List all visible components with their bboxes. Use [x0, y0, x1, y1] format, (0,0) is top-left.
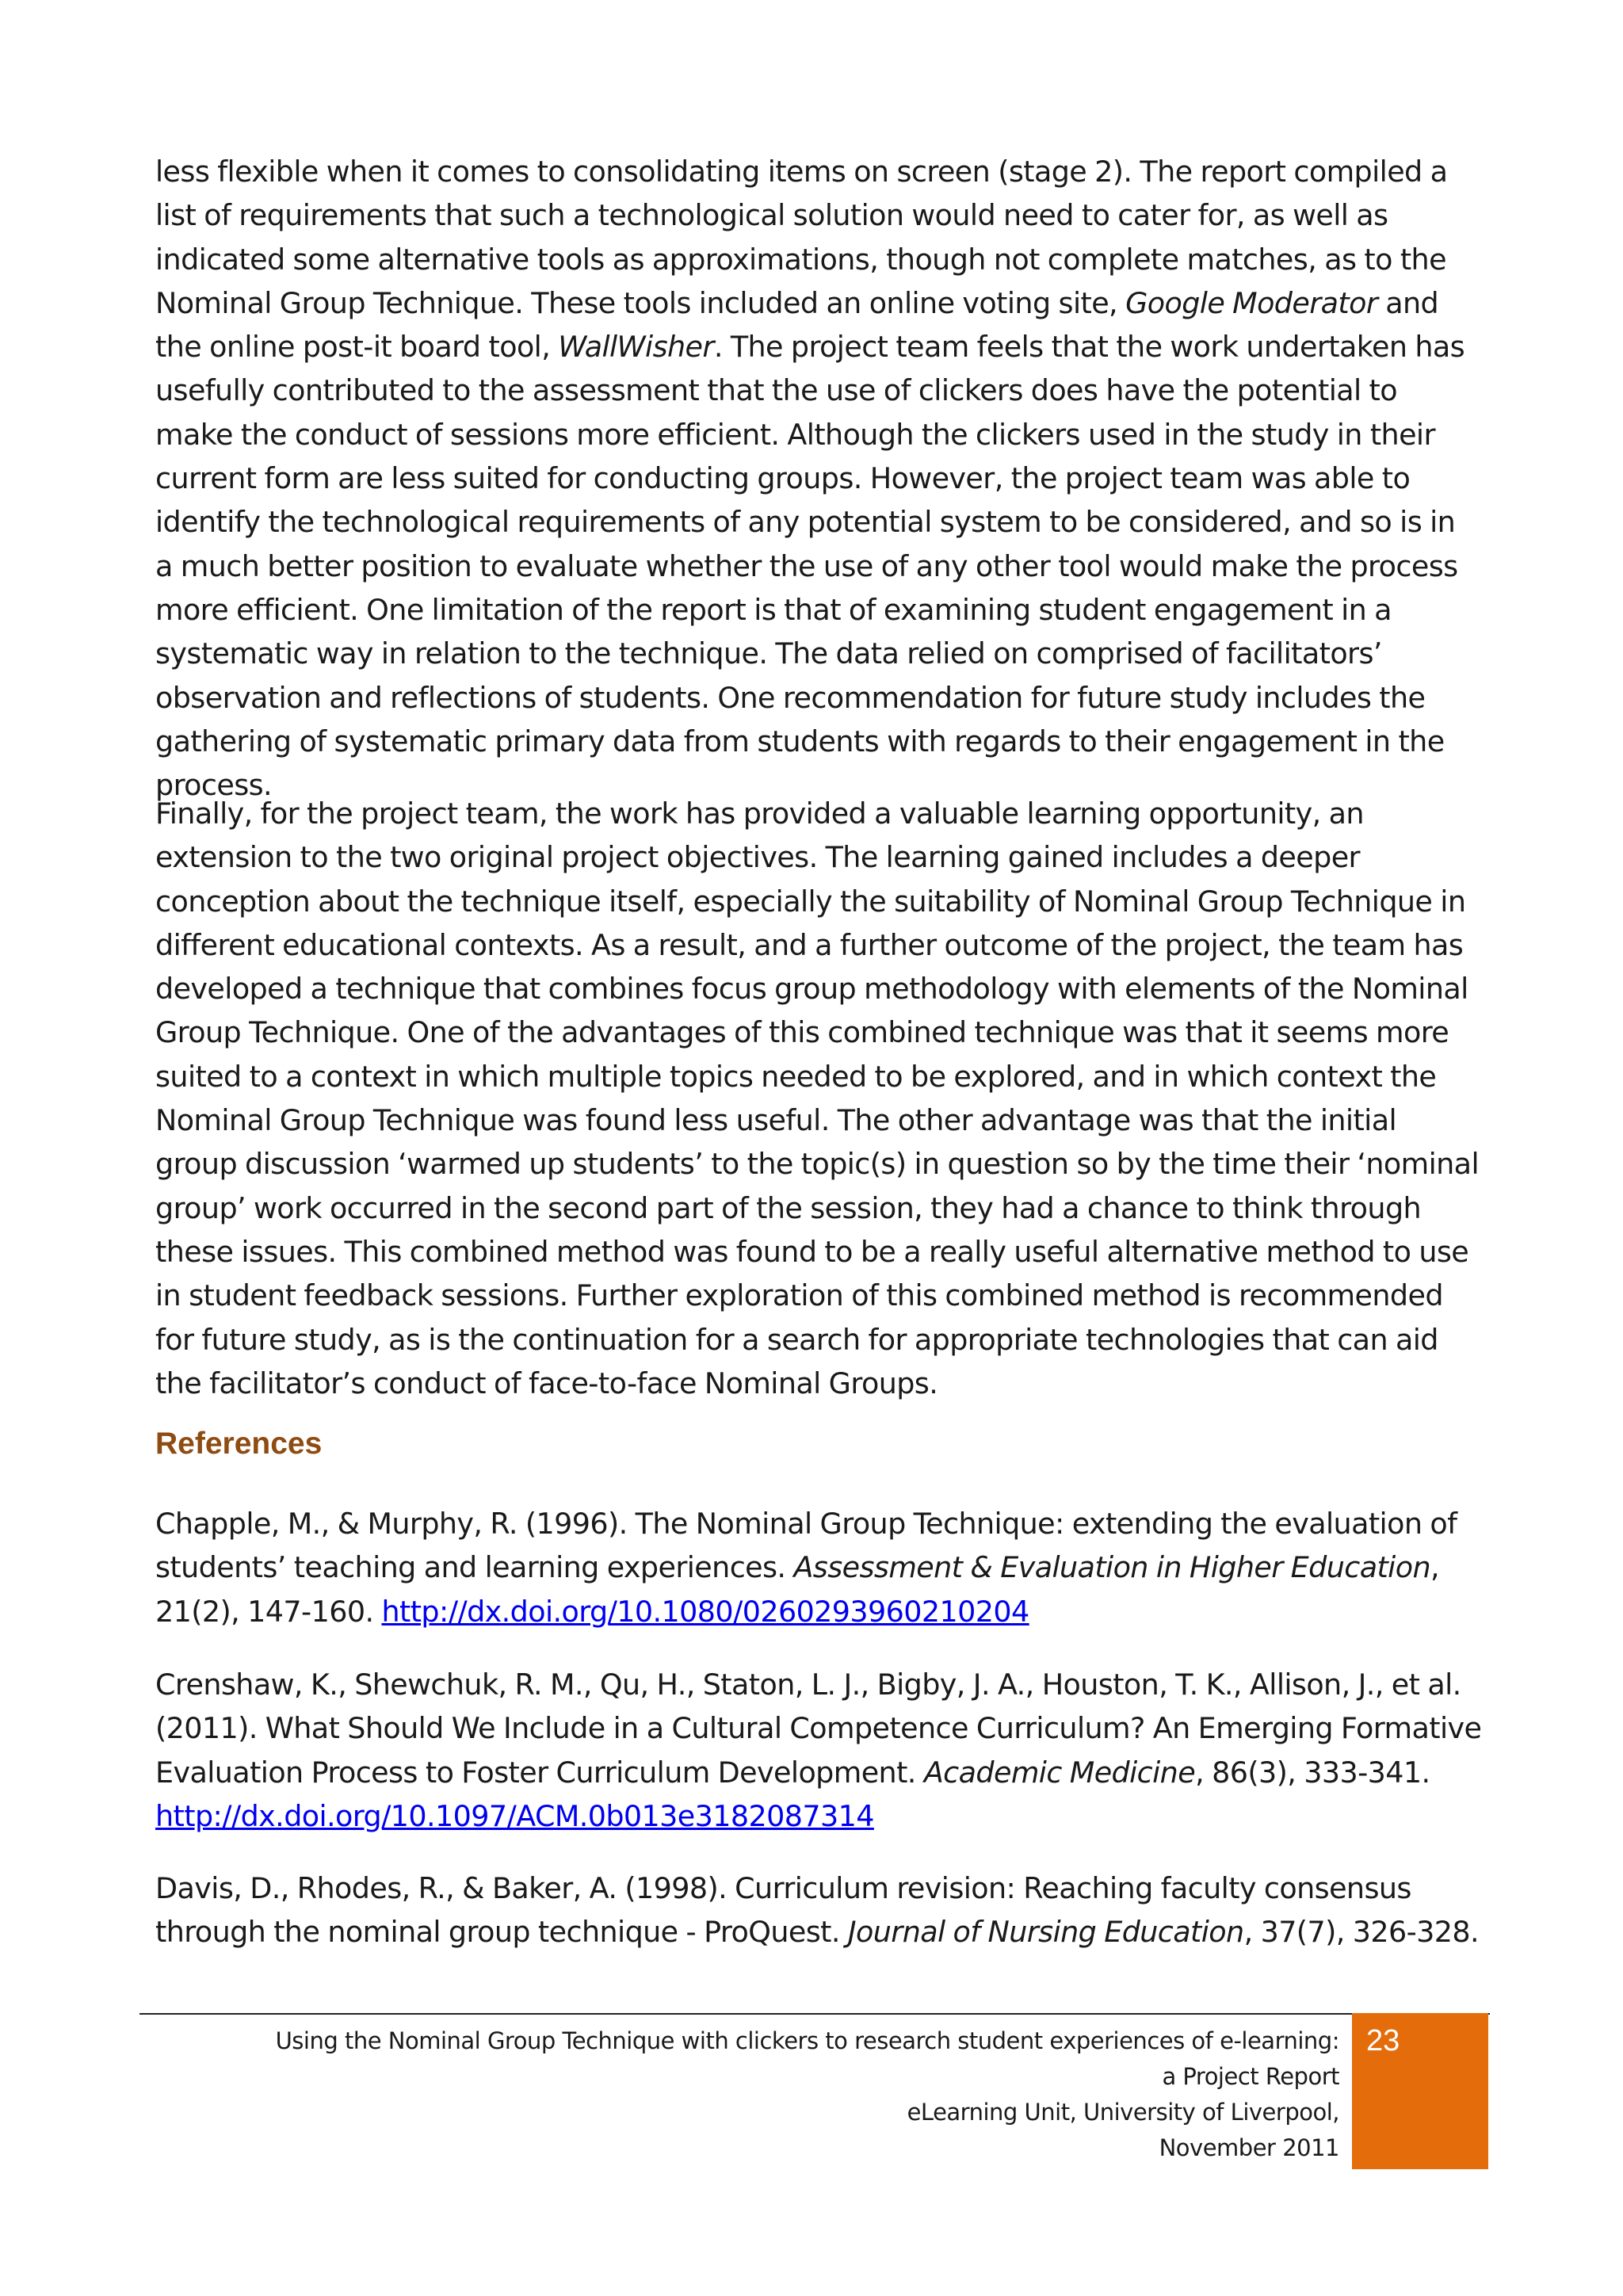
paragraph-text: . The project team feels that the work undertaken has usefully contributed to the assessment that the use of clickers does have the potential to make the conduct of sessions more efficient. Although the clickers used in the study in their current form are less suited for conducting groups. However, the project team was able to identify the technological requirements of any potential system to be considered, and so is in a much better position to evaluate whether the use of any other tool would make the process more efficient. One limitation of the report is that of examining student engagement in a systematic way in relation to the technique. The data relied on comprised of facilitators’ observation and reflections of students. One recommendation for future study includes the gathering of systematic primary data from students with regards to their engagement in the process.: [155, 330, 1465, 803]
footer-citation: [151, 2023, 1339, 2166]
footer-date-line: November 2011: [1159, 2134, 1339, 2161]
paragraph-text: and the online post-it board tool,: [155, 285, 1439, 365]
reference-item: [155, 1502, 1487, 1633]
footer-organization-line: eLearning Unit, University of Liverpool,: [907, 2099, 1339, 2126]
reference-journal: Academic Medicine: [923, 1755, 1196, 1790]
reference-journal: Assessment & Evaluation in Higher Education: [793, 1550, 1430, 1585]
reference-text: , 86(3), 333-341.: [1195, 1755, 1430, 1790]
reference-item: [155, 1866, 1487, 1954]
footer-subtitle-line: a Project Report: [1162, 2063, 1339, 2090]
tool-name-google-moderator: Google Moderator: [1125, 285, 1378, 320]
footer-divider: [139, 2013, 1490, 2015]
doi-link[interactable]: http://dx.doi.org/10.1080/0260293960210204: [381, 1594, 1029, 1629]
reference-item: [155, 1663, 1487, 1838]
body-paragraph-2: [155, 792, 1479, 1405]
reference-text: Davis, D., Rhodes, R., & Baker, A. (1998). Curriculum revision: Reaching faculty consensus through the nominal group technique - ProQuest.: [155, 1871, 1411, 1950]
reference-text: Chapple, M., & Murphy, R. (1996). The Nominal Group Technique: extending the evaluation of students’ teaching and learning experiences.: [155, 1507, 1457, 1585]
paragraph-text: Finally, for the project team, the work has provided a valuable learning opportunity, an extension to the two original project objectives. The learning gained includes a deeper conception about the technique itself, especially the suitability of Nominal Group Technique in different educational contexts. As a result, and a further outcome of the project, the team has developed a technique that combines focus group methodology with elements of the Nominal Group Technique. One of the advantages of this combined technique was that it seems more suited to a context in which multiple topics needed to be explored, and in which context the Nominal Group Technique was found less useful. The other advantage was that the initial group discussion ‘warmed up students’ to the topic(s) in question so by the time their ‘nominal group’ work occurred in the second part of the session, they had a chance to think through these issues. This combined method was found to be a really useful alternative method to use in student feedback sessions. Further exploration of this combined method is recommended for future study, as is the continuation for a search for appropriate technologies that can aid the facilitator’s conduct of face-to-face Nominal Groups.: [155, 797, 1479, 1400]
doi-link[interactable]: http://dx.doi.org/10.1097/ACM.0b013e3182087314: [155, 1798, 874, 1833]
paragraph-text: less flexible when it comes to consolidating items on screen (stage 2). The report compiled a list of requirements that such a technological solution would need to cater for, as well as indicated some alternative tools as approximations, though not complete matches, as to the Nominal Group Technique. These tools included an online voting site,: [155, 155, 1448, 320]
page-number: 23: [1366, 2024, 1400, 2057]
reference-journal: Journal of Nursing Education: [847, 1915, 1244, 1950]
reference-text: , 37(7), 326-328.: [1243, 1915, 1480, 1950]
reference-text: Crenshaw, K., Shewchuk, R. M., Qu, H., Staton, L. J., Bigby, J. A., Houston, T. K., Allison, J., et al. (2011). What Should We Include in a Cultural Competence Curriculum? An Emerging Formative Evaluation Process to Foster Curriculum Development.: [155, 1668, 1482, 1790]
tool-name-wallwisher: WallWisher: [558, 330, 714, 365]
footer-title-line: Using the Nominal Group Technique with clickers to research student experiences of e-learning:: [275, 2027, 1339, 2054]
body-paragraph-1: [155, 150, 1479, 807]
references-heading: References: [155, 1427, 323, 1461]
reference-text: , 21(2), 147-160.: [155, 1550, 1440, 1629]
page-number-badge: [1352, 2013, 1488, 2169]
